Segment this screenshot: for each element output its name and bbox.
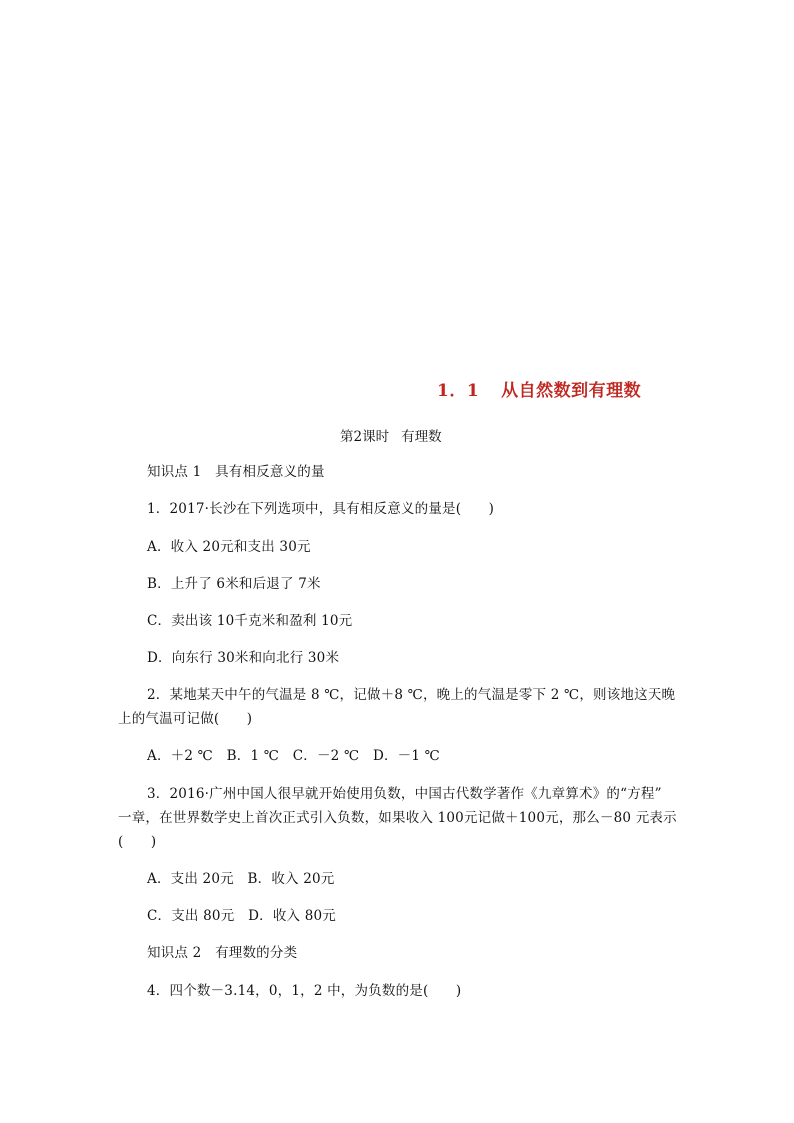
section-title: 从自然数到有理数 [501, 381, 642, 401]
lesson-heading [340, 425, 442, 445]
lesson-subtitle: 有理数 [401, 429, 442, 445]
question-3-stem-line-1: 3．2016·广州中国人很早就开始使用负数，中国古代数学著作《九章算术》的“方程” [147, 786, 662, 802]
question-3-stem-line-3: ( ) [118, 834, 157, 850]
question-3-stem-line-2: 一章，在世界数学史上首次正式引入负数，如果收入 100元记做＋100元，那么－80 元表示 [118, 810, 677, 826]
question-2-stem-line-1: 2．某地某天中午的气温是 8 ℃，记做＋8 ℃，晚上的气温是零下 2 ℃，则该地这天晚 [147, 687, 676, 703]
question-1-stem: 1．2017·长沙在下列选项中，具有相反意义的量是( ) [147, 501, 495, 517]
question-2-options: A．＋2 ℃ B．1 ℃ C．－2 ℃ D．－1 ℃ [147, 748, 440, 764]
question-3-options-row-1: A．支出 20元 B．收入 20元 [147, 871, 335, 887]
question-1-option-b: B．上升了 6米和后退了 7米 [147, 576, 321, 592]
knowledge-point-1: 知识点 1 具有相反意义的量 [147, 464, 325, 480]
question-1-option-a: A．收入 20元和支出 30元 [147, 539, 311, 555]
question-1-option-c: C．卖出该 10千克米和盈利 10元 [147, 613, 353, 629]
question-1-option-d: D．向东行 30米和向北行 30米 [147, 650, 340, 666]
section-number: 1．1 [437, 381, 480, 401]
question-4-stem: 4．四个数－3.14，0，1，2 中，为负数的是( ) [147, 983, 462, 999]
lesson-title: 第2课时 [340, 429, 390, 445]
section-heading [437, 376, 641, 401]
question-3-options-row-2: C．支出 80元 D．收入 80元 [147, 908, 336, 924]
question-2-stem-line-2: 上的气温可记做( ) [118, 711, 253, 727]
knowledge-point-2: 知识点 2 有理数的分类 [147, 945, 298, 961]
